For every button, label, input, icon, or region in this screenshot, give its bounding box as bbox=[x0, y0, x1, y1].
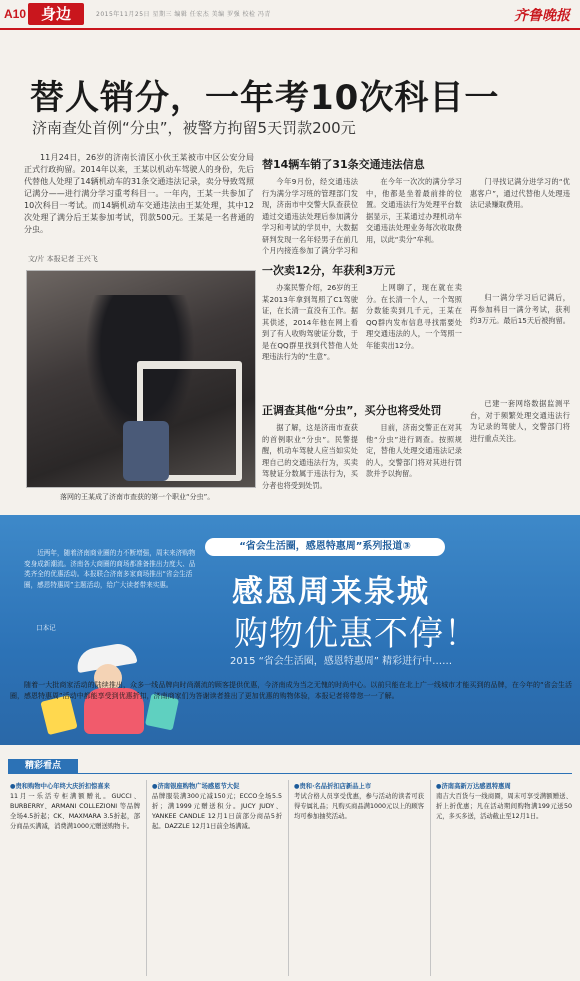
feature-rule bbox=[8, 773, 572, 774]
feature-column: ●济南银座购物广场感恩节大促 品牌服装满300元减150元；ECCO全场5.5折；满1999元赠送积分。JUCY JUDY、YANKEE CANDLE 12月1日前部分商品5折起。DAZZLE 12月1日前全场满减。 bbox=[152, 783, 282, 830]
section-title-2: 一次卖12分，年获利3万元 bbox=[262, 264, 395, 277]
ad-editor: 口本记 bbox=[36, 624, 56, 632]
feature-column: ●贵和·名品折扣店新品上市 考试合格人员享受优惠，参与活动的读者可获得专属礼品；凡购买商品满1000元以上的顾客均可参加抽奖活动。 bbox=[294, 783, 424, 820]
byline: 文/片 本报记者 王兴飞 bbox=[28, 255, 98, 263]
subheadline: 济南查处首例“分虫”，被警方拘留5天罚款200元 bbox=[32, 119, 356, 137]
article-column: 目前，济南交警正在对其他“分虫”进行调查。按照规定，替他人处理交通违法记录的人，交警部门将对其进行罚款并予以拘留。 bbox=[366, 423, 462, 478]
feature-column: ●济南高新万达感恩特惠周 南吉大百货与一线商圈，周末可享受满额赠送、折上折优惠；凡在活动期间购物满199元送50元，多买多送，活动截止至12月1日。 bbox=[436, 783, 572, 820]
article-column: 办案民警介绍，26岁的王某2013年拿到驾照了C1驾驶证，在长清一直没有工作。据其供述，2014年他在网上看到了有人收购驾驶证分数，于是在QQ群里找到代替他人处理违法行为的“生意”。 bbox=[262, 283, 358, 361]
column-divider bbox=[146, 780, 147, 976]
page-header bbox=[0, 0, 580, 30]
headline: 替人销分，一年考10次科目一 bbox=[30, 78, 500, 118]
section-label: 身边 bbox=[28, 3, 84, 25]
brand-logo: 齐鲁晚报 bbox=[514, 8, 570, 24]
section-title-3: 正调查其他“分虫”，买分也将受处罚 bbox=[262, 404, 442, 417]
ad-intro-text: 近两年，随着济南商业圈的力不断增强，周末来济购物变身成新潮流。济南各大商圈的商场都准备推出力度大、品类齐全的优惠活动。本报联合济南多家商场推出“省会生活圈，感恩特惠周”主题活动，给广大读者带来实惠。 bbox=[24, 549, 196, 589]
photo-caption: 落网的王某成了济南市查获的第一个职业“分虫”。 bbox=[60, 493, 215, 501]
feature-column: ●贵和购物中心年终大庆折扣惊喜来 11月一乐活专柜满额赠礼。GUCCI、BURBERRY、ARMANI COLLEZIONI 等品牌全场4.5折起；CK、MAXMARA 3.5折起，部分商品买满减，消费满1000元赠送购物卡。 bbox=[10, 783, 140, 830]
ad-subtitle: 2015 “省会生活圈，感恩特惠周” 精彩进行中…… bbox=[230, 656, 453, 667]
article-column: 今年9月份，经交通违法行为满分学习班的管理部门发现，济南市中交警大队查获位通过交通违法处理后参加满分学习和考试的学员中，大数据研判发现一名年轻男子在前几个月内接连参加了满分学习和 bbox=[262, 177, 358, 255]
feature-header: 精彩看点 bbox=[8, 759, 78, 773]
ad-title: 感恩周来泉城 bbox=[232, 574, 430, 610]
lead-paragraph: 11月24日，26岁的济南长清区小伙王某被市中区公安分局正式行政拘留。2014年以来，王某以机动车驾驶人的身份，先后代替他人处理了14辆机动车的31条交通违法记录，卖分导致驾照记满分——进行满分学习重考科目一。一年内，王某一共参加了10次科目一考试。而14辆机动车交通违法由王某处理，其中12次处理了满分后王某参加考试，罚款500元。王某是一名普通的分虫。 bbox=[24, 153, 254, 234]
feature-intro: 随着一大批商家活动的陆续推出，众多一线品牌向时尚潮流的顾客提供优惠，今济南成为当之无愧的时尚中心。以前只能在北上广一线城市才能买到的品牌，在今年的“省会生活圈，感恩特惠周”活动中都能享受到优惠折扣，济南商家们为答谢读者推出了更加优惠的购物体验，本报记者将带您一一了解。 bbox=[10, 681, 572, 700]
photo-legs bbox=[123, 421, 169, 481]
ad-series-banner: “省会生活圈，感恩特惠周”系列报道③ bbox=[205, 538, 445, 556]
ad-title-2: 购物优惠不停！ bbox=[234, 614, 479, 654]
article-column: 据了解，这是济南市查获的首例职业“分虫”。民警提醒，机动车驾驶人应当如实处理自己的交通违法行为，买卖驾驶证分数属于违法行为，买分者也将受到处罚。 bbox=[262, 423, 358, 490]
news-photo bbox=[26, 270, 256, 488]
section-title-1: 替14辆车销了31条交通违法信息 bbox=[262, 158, 425, 171]
page-number: A10 bbox=[4, 7, 27, 21]
column-divider bbox=[430, 780, 431, 976]
article-column: 在今年一次次的满分学习中，他都是坐着最前排的位置。交通违法行为处理平台数据显示，王某通过办理机动车交通违法处理业务每次收取费用，以此“卖分”牟利。 bbox=[366, 177, 462, 244]
article-column: 归一满分学习后记满后，再参加科目一满分考试，获利约3万元。最后15天后被拘留。 bbox=[470, 293, 570, 325]
article-column: 已建一套网络数据监测平台，对于频繁处理交通违法行为记录的驾驶人，交警部门将进行重点关注。 bbox=[470, 399, 570, 443]
column-divider bbox=[288, 780, 289, 976]
article-column: 上网聊了，现在就在卖分。在长清一个人，一个驾照分数能卖到几千元，王某在QQ群内发布信息寻找需要处理交通违法的人，一个驾照一年能卖出12分。 bbox=[366, 283, 462, 350]
header-meta: 2015年11月25日 星期三 编辑 任宏杰 美编 罗强 校检 冯青 bbox=[96, 11, 271, 18]
article-column: 门寻找记满分进学习的“优惠客户”，通过代替他人处理违法记录赚取费用。 bbox=[470, 177, 570, 209]
